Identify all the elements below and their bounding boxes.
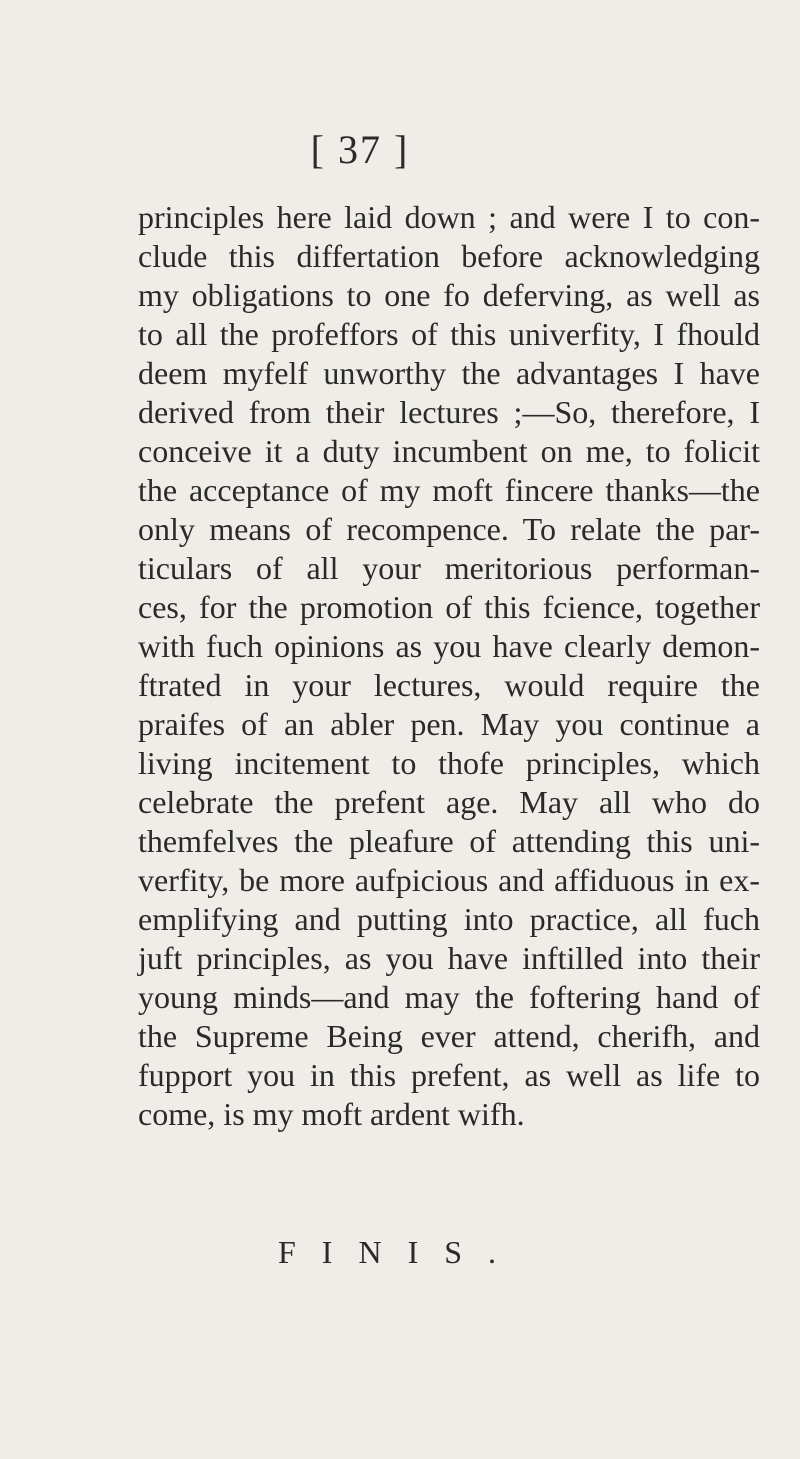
text-line: to all the profeffors of this univerfity, I fhould (138, 316, 760, 352)
text-line: ticulars of all your meritorious performan- (138, 550, 760, 586)
text-line: praifes of an abler pen. May you continue a (138, 706, 760, 742)
text-line: the Supreme Being ever attend, cherifh, and (138, 1018, 760, 1054)
text-line: the acceptance of my moft fincere thanks—the (138, 472, 760, 508)
page-number: [ 37 ] (310, 127, 410, 172)
text-line: verfity, be more aufpicious and affiduous in ex- (138, 862, 760, 898)
text-line: principles here laid down ; and were I to con- (138, 199, 760, 235)
text-line-last: come, is my moft ardent wifh. (138, 1096, 525, 1132)
text-line: emplifying and putting into practice, all fuch (138, 901, 760, 937)
body-text (138, 198, 760, 1134)
text-line: celebrate the prefent age. May all who do (138, 784, 760, 820)
text-line: fupport you in this prefent, as well as life to (138, 1057, 760, 1093)
finis-heading: FINIS. (278, 1234, 523, 1270)
text-line: themfelves the pleafure of attending this uni- (138, 823, 760, 859)
text-line: ftrated in your lectures, would require the (138, 667, 760, 703)
text-line: with fuch opinions as you have clearly demon- (138, 628, 760, 664)
text-line: living incitement to thofe principles, which (138, 745, 760, 781)
text-line: only means of recompence. To relate the par- (138, 511, 760, 547)
text-line: derived from their lectures ;—So, therefore, I (138, 394, 760, 430)
text-line: clude this differtation before acknowledging (138, 238, 760, 274)
text-line: juft principles, as you have inftilled into their (138, 940, 760, 976)
text-line: deem myfelf unworthy the advantages I have (138, 355, 760, 391)
text-line: my obligations to one fo deferving, as well as (138, 277, 760, 313)
text-line: young minds—and may the foftering hand of (138, 979, 760, 1015)
text-line: ces, for the promotion of this fcience, together (138, 589, 760, 625)
text-line: conceive it a duty incumbent on me, to folicit (138, 433, 760, 469)
